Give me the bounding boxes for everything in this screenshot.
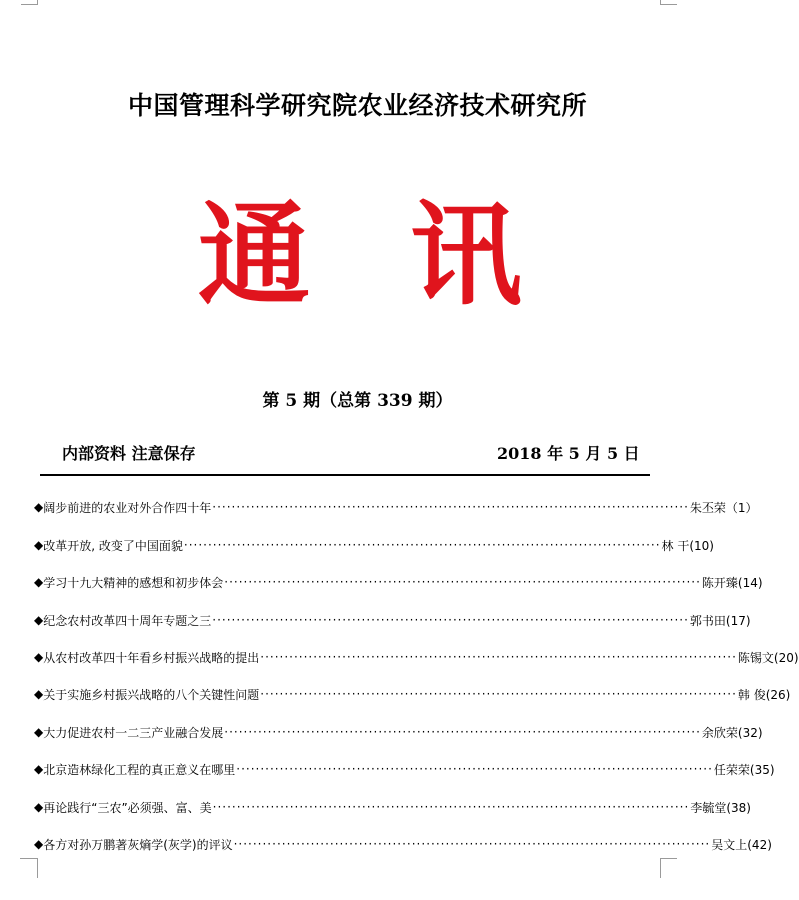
crop-mark (20, 858, 37, 859)
toc-leader-dots: ··································································································· (212, 800, 690, 814)
toc-leader-dots: ··································································································· (260, 650, 737, 664)
newsletter-title-char-2: 讯 (410, 190, 522, 321)
toc-item (34, 759, 775, 779)
toc-item (34, 797, 751, 817)
toc-item-title: 从农村改革四十年看乡村振兴战略的提出 (43, 650, 260, 665)
toc-item-author: 任荣荣(35) (713, 762, 775, 777)
toc-leader-dots: ··································································································· (183, 538, 661, 552)
toc-leader-dots: ··································································································· (224, 575, 701, 589)
toc-item-author: 林 干(10) (661, 538, 714, 553)
header-divider (40, 474, 650, 476)
toc-item-author: 朱丕荣（1） (689, 500, 758, 515)
toc-item-title: 大力促进农村一二三产业融合发展 (43, 725, 224, 740)
toc-leader-dots: ··································································································· (224, 725, 701, 739)
toc-item-title: 纪念农村改革四十周年专题之三 (43, 613, 212, 628)
newsletter-title-char-1: 通 (198, 190, 310, 321)
crop-mark (660, 858, 661, 878)
toc-leader-dots: ··································································································· (236, 762, 713, 776)
crop-mark (37, 858, 38, 878)
crop-mark (660, 858, 677, 859)
toc-item (34, 647, 799, 667)
toc-item (34, 610, 751, 630)
toc-item (34, 684, 791, 704)
toc-item-author: 李毓堂(38) (690, 800, 751, 815)
toc-item-author: 陈开臻(14) (701, 575, 763, 590)
toc-item-title: 北京造林绿化工程的真正意义在哪里 (43, 762, 236, 777)
diamond-bullet-icon: ◆ (34, 613, 44, 627)
publish-date: 2018 年 5 月 5 日 (497, 444, 640, 463)
diamond-bullet-icon: ◆ (34, 725, 44, 739)
toc-item-title: 关于实施乡村振兴战略的八个关键性问题 (43, 687, 260, 702)
organization-name: 中国管理科学研究院农业经济技术研究所 (127, 91, 587, 120)
toc-item-author: 郭书田(17) (689, 613, 751, 628)
diamond-bullet-icon: ◆ (34, 575, 44, 589)
toc-leader-dots: ··································································································· (212, 500, 689, 514)
toc-item-author: 陈锡文(20) (737, 650, 799, 665)
toc-item-title: 再论践行“三农”必须强、富、美 (43, 800, 212, 815)
toc-item-title: 各方对孙万鹏著灰熵学(灰学)的评议 (43, 837, 233, 852)
toc-item-author: 吴文上(42) (711, 837, 772, 852)
toc-leader-dots: ··································································································· (260, 687, 737, 701)
toc-leader-dots: ··································································································· (233, 837, 711, 851)
diamond-bullet-icon: ◆ (34, 762, 44, 776)
toc-item-title: 学习十九大精神的感想和初步体会 (43, 575, 224, 590)
diamond-bullet-icon: ◆ (34, 800, 44, 814)
toc-item-title: 改革开放, 改变了中国面貌 (43, 538, 183, 553)
internal-note: 内部资料 注意保存 (62, 444, 196, 463)
toc-item (34, 722, 763, 742)
crop-mark (21, 4, 38, 5)
toc-item (34, 572, 763, 592)
diamond-bullet-icon: ◆ (34, 500, 44, 514)
diamond-bullet-icon: ◆ (34, 538, 44, 552)
toc-item (34, 834, 772, 854)
toc-item-author: 韩 俊(26) (737, 687, 791, 702)
toc-item-author: 余欣荣(32) (701, 725, 763, 740)
toc-leader-dots: ··································································································· (212, 613, 689, 627)
toc-item (34, 497, 758, 517)
diamond-bullet-icon: ◆ (34, 687, 44, 701)
toc-item-title: 阔步前进的农业对外合作四十年 (43, 500, 212, 515)
crop-mark (660, 4, 677, 5)
diamond-bullet-icon: ◆ (34, 837, 44, 851)
diamond-bullet-icon: ◆ (34, 650, 44, 664)
issue-number: 第 5 期（总第 339 期） (262, 391, 453, 411)
toc-item (34, 535, 714, 555)
